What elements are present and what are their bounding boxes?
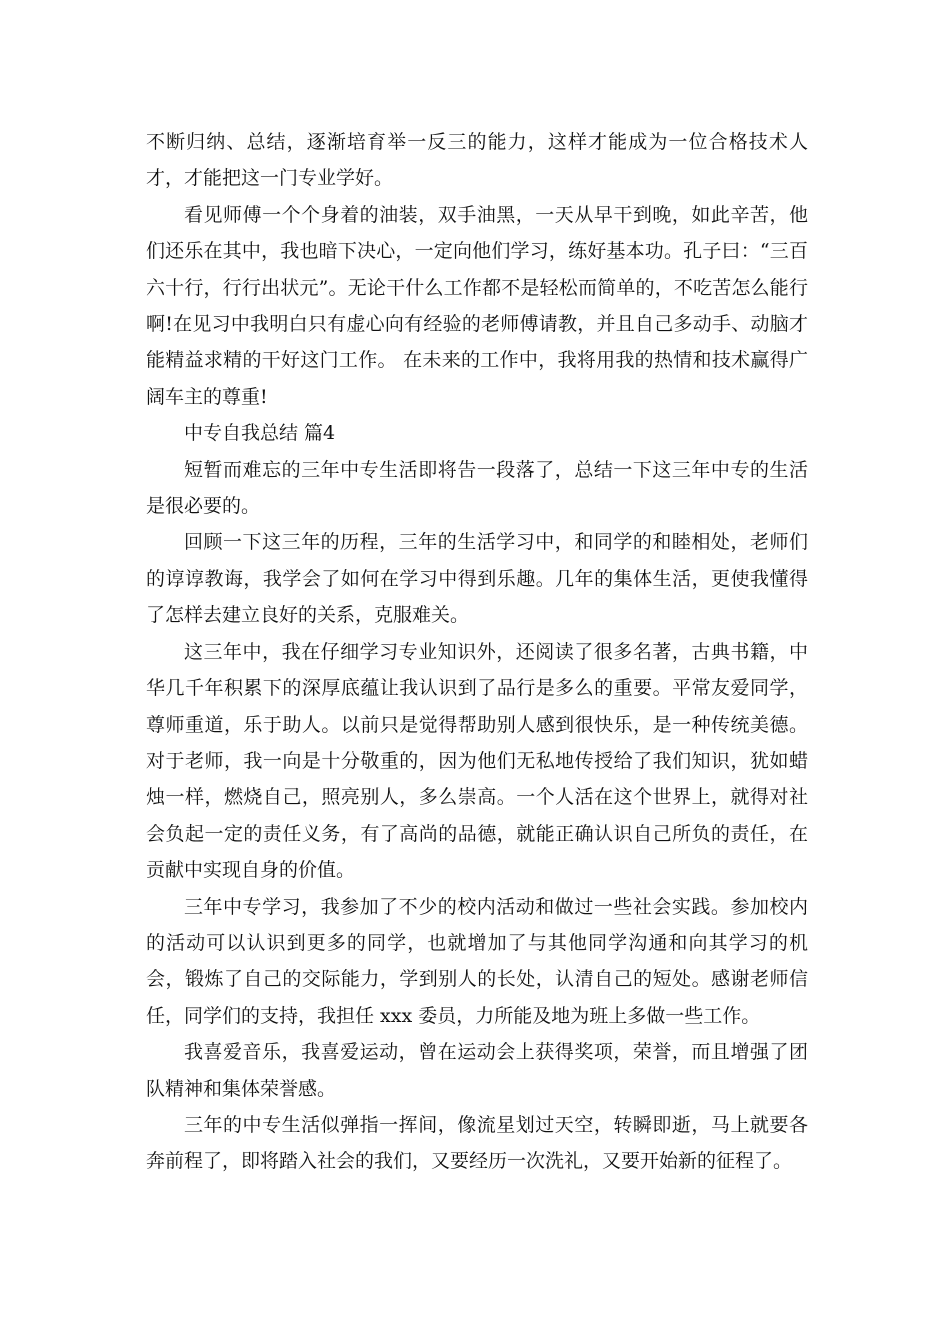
paragraph-activities: 三年中专学习，我参加了不少的校内活动和做过一些社会实践。参加校内的活动可以认识到更多的同学，也就增加了与其他同学沟通和向其学习的机会，锻炼了自己的交际能力，学到别人的长处，认清自己的短处。感谢老师信任，同学们的支持，我担任 xxx 委员，力所能及地为班上多做一些工作。: [146, 895, 808, 1027]
paragraph-review: 回顾一下这三年的历程，三年的生活学习中，和同学的和睦相处，老师们的谆谆教诲，我学会了如何在学习中得到乐趣。几年的集体生活，更使我懂得了怎样去建立良好的关系，克服难关。: [146, 531, 808, 627]
paragraph-hobbies: 我喜爱音乐，我喜爱运动，曾在运动会上获得奖项，荣誉，而且增强了团队精神和集体荣誉感。: [146, 1041, 808, 1100]
paragraph-intro: 短暂而难忘的三年中专生活即将告一段落了，总结一下这三年中专的生活是很必要的。: [146, 458, 808, 518]
paragraph-conclusion: 三年的中专生活似弹指一挥间，像流星划过天空，转瞬即逝，马上就要各奔前程了，即将踏入社会的我们，又要经历一次洗礼，又要开始新的征程了。: [146, 1113, 808, 1173]
paragraph-master-workers: 看见师傅一个个身着的油装，双手油黑，一天从早干到晚，如此辛苦，他们还乐在其中，我也暗下决心，一定向他们学习，练好基本功。孔子曰：“三百六十行，行行出状元”。无论干什么工作都不是轻松而简单的，不吃苦怎么能行啊!在见习中我明白只有虚心向有经验的老师傅请教，并且自己多动手、动脑才能精益求精的干好这门工作。 在未来的工作中，我将用我的热情和技术赢得广阔车主的尊重!: [146, 203, 808, 408]
document-body: [146, 124, 808, 1180]
paragraph-continuation: 不断归纳、总结，逐渐培育举一反三的能力，这样才能成为一位合格技术人才，才能把这一门专业学好。: [146, 131, 808, 190]
section-heading: 中专自我总结 篇4: [184, 422, 336, 445]
paragraph-morality: 这三年中，我在仔细学习专业知识外，还阅读了很多名著，古典书籍，中华几千年积累下的深厚底蕴让我认识到了品行是多么的重要。平常友爱同学，尊师重道，乐于助人。以前只是觉得帮助别人感到很快乐，是一种传统美德。对于老师，我一向是十分敬重的，因为他们无私地传授给了我们知识，犹如蜡烛一样，燃烧自己，照亮别人，多么崇高。一个人活在这个世界上，就得对社会负起一定的责任义务，有了高尚的品德，就能正确认识自己所负的责任，在贡献中实现自身的价值。: [146, 640, 808, 882]
